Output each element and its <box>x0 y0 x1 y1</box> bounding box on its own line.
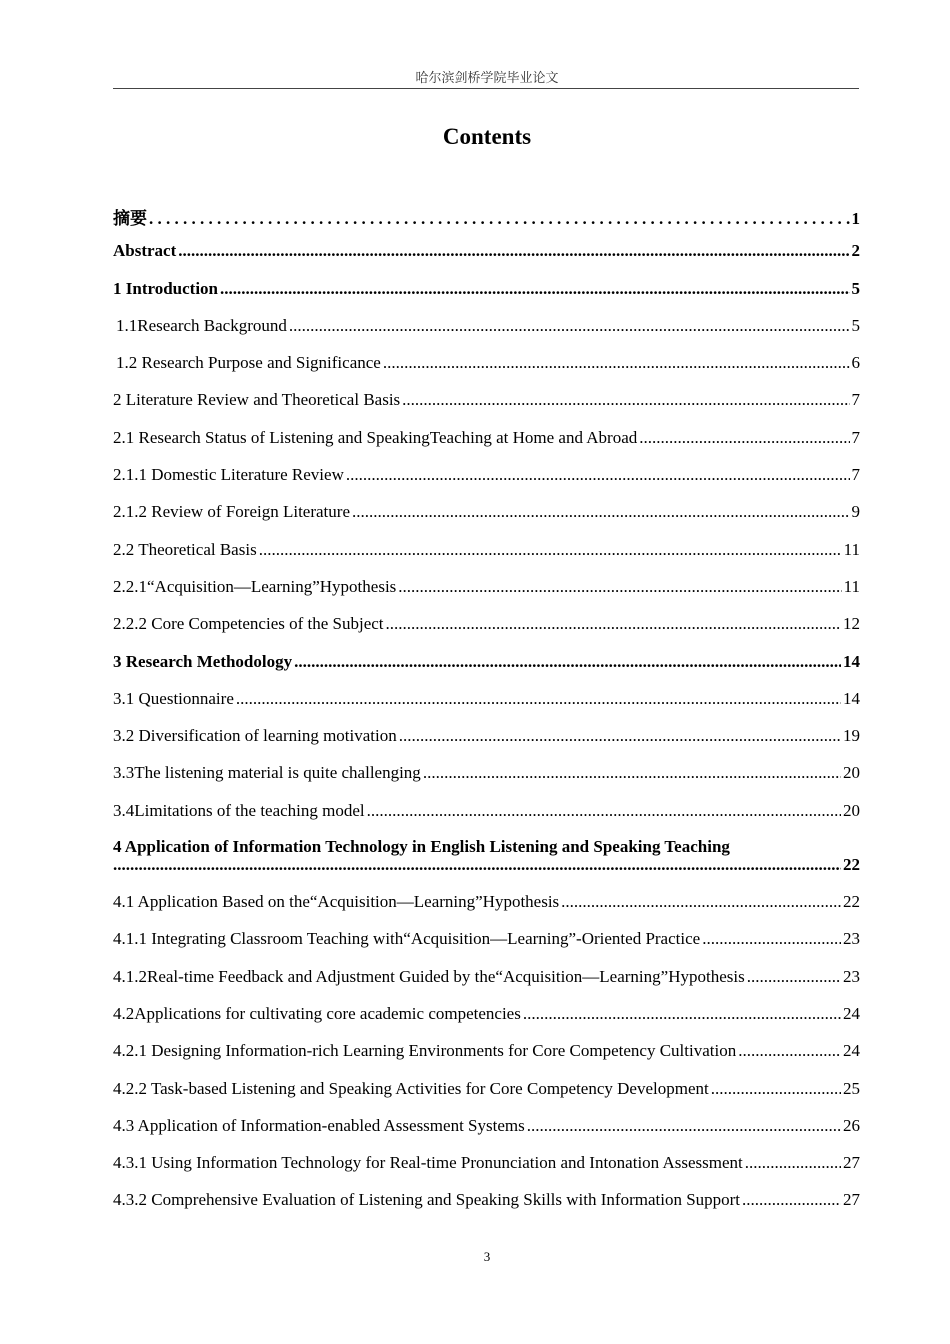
toc-entry-page: 14 <box>843 688 860 708</box>
toc-entry-page: 19 <box>843 726 860 746</box>
dot-leader <box>423 763 841 783</box>
toc-entry-label: 2.2.1“Acquisition—Learning”Hypothesis <box>113 576 397 596</box>
toc-entry-1-1[interactable] <box>113 316 860 353</box>
dot-leader <box>523 1004 841 1024</box>
dot-leader <box>745 1153 841 1173</box>
toc-entry-label: 1.1Research Background <box>116 315 287 335</box>
toc-entry-page: 12 <box>843 614 860 634</box>
toc-entry-label: 2 Literature Review and Theoretical Basis <box>113 390 401 410</box>
toc-entry-2-2-1[interactable] <box>113 577 860 614</box>
dot-leader <box>747 967 841 987</box>
toc-entry-page: 11 <box>843 576 860 596</box>
toc-entry-4-2-2[interactable] <box>113 1079 860 1116</box>
toc-entry-page: 20 <box>843 763 860 783</box>
toc-entry-chapter-1[interactable] <box>113 279 860 316</box>
toc-entry-4-1-2[interactable] <box>113 967 860 1004</box>
dot-leader <box>236 689 841 709</box>
dot-leader <box>149 209 850 229</box>
toc-entry-label: 4.2Applications for cultivating core academic competencies <box>113 1003 521 1023</box>
toc-entry-label: 4.3 Application of Information-enabled Assessment Systems <box>113 1115 525 1135</box>
dot-leader <box>527 1116 841 1136</box>
toc-entry-3-4[interactable] <box>113 801 860 838</box>
toc-entry-page: 23 <box>843 966 860 986</box>
page-title: Contents <box>442 124 532 149</box>
dot-leader <box>399 726 841 746</box>
toc-entry-label: 2.1.1 Domestic Literature Review <box>113 465 344 485</box>
toc-entry-2-1-1[interactable] <box>113 465 860 502</box>
dot-leader <box>711 1079 841 1099</box>
dot-leader <box>220 279 849 299</box>
toc-entry-page: 26 <box>843 1115 860 1135</box>
toc-entry-label: 4.1.1 Integrating Classroom Teaching with“Acquisition—Learning”-Oriented Practice <box>113 929 701 949</box>
toc-entry-page: 6 <box>851 353 860 373</box>
toc-entry-4-3[interactable] <box>113 1116 860 1153</box>
dot-leader <box>402 390 849 410</box>
toc-entry-label: 3.2 Diversification of learning motivation <box>113 726 397 746</box>
toc-entry-label: 4.2.2 Task-based Listening and Speaking Activities for Core Competency Development <box>113 1078 709 1098</box>
toc-entry-page: 24 <box>843 1003 860 1023</box>
header-text: 哈尔滨剑桥学院毕业论文 <box>415 70 559 85</box>
toc-entry-label: 3.1 Questionnaire <box>113 688 234 708</box>
toc-entry-page: 27 <box>843 1190 860 1210</box>
table-of-contents <box>113 204 860 1228</box>
toc-entry-4-2[interactable] <box>113 1004 860 1041</box>
dot-leader <box>113 856 841 874</box>
toc-entry-abstract[interactable] <box>113 241 860 278</box>
toc-entry-page: 2 <box>851 241 860 261</box>
toc-entry-label: 4.3.1 Using Information Technology for Real-time Pronunciation and Intonation Assessment <box>113 1153 743 1173</box>
toc-entry-4-1-1[interactable] <box>113 929 860 966</box>
toc-entry-chapter-2[interactable] <box>113 390 860 427</box>
dot-leader <box>386 614 841 634</box>
dot-leader <box>346 465 850 485</box>
toc-entry-page: 9 <box>851 502 860 522</box>
toc-entry-4-1[interactable] <box>113 892 860 929</box>
toc-entry-page: 5 <box>851 278 860 298</box>
toc-entry-page: 7 <box>851 390 860 410</box>
toc-entry-4-3-1[interactable] <box>113 1153 860 1190</box>
header-divider <box>113 88 859 89</box>
dot-leader <box>639 428 849 448</box>
toc-entry-3-2[interactable] <box>113 726 860 763</box>
toc-entry-page: 23 <box>843 929 860 949</box>
dot-leader <box>178 241 849 261</box>
toc-entry-3-3[interactable] <box>113 763 860 800</box>
toc-entry-label: 2.1.2 Review of Foreign Literature <box>113 502 350 522</box>
toc-entry-label: Abstract <box>113 241 177 261</box>
dot-leader <box>294 652 841 672</box>
toc-entry-page: 7 <box>851 465 860 485</box>
toc-entry-label: 2.2 Theoretical Basis <box>113 539 257 559</box>
toc-entry-label: 3 Research Methodology <box>113 651 293 671</box>
toc-entry-label: 4.1.2Real-time Feedback and Adjustment Guided by the“Acquisition—Learning”Hypothesis <box>113 966 745 986</box>
toc-entry-label: 2.1 Research Status of Listening and SpeakingTeaching at Home and Abroad <box>113 427 638 447</box>
dot-leader <box>383 353 850 373</box>
toc-entry-label: 4 Application of Information Technology in English Listening and Speaking Teaching <box>113 837 730 857</box>
toc-entry-2-1[interactable] <box>113 428 860 465</box>
toc-entry-label: 2.2.2 Core Competencies of the Subject <box>113 614 384 634</box>
toc-entry-4-2-1[interactable] <box>113 1041 860 1078</box>
dot-leader <box>738 1041 841 1061</box>
toc-entry-label: 4.1 Application Based on the“Acquisition—Learning”Hypothesis <box>113 892 560 912</box>
dot-leader <box>367 801 841 821</box>
toc-entry-4-3-2[interactable] <box>113 1190 860 1227</box>
dot-leader <box>398 577 841 597</box>
toc-entry-2-2-2[interactable] <box>113 614 860 651</box>
toc-entry-page: 27 <box>843 1153 860 1173</box>
toc-entry-page: 22 <box>843 855 860 875</box>
toc-entry-page: 14 <box>843 651 860 671</box>
toc-entry-page: 1 <box>851 209 860 228</box>
dot-leader <box>289 316 850 336</box>
toc-entry-label: 1.2 Research Purpose and Significance <box>116 353 381 373</box>
toc-entry-chapter-4[interactable] <box>113 838 860 892</box>
dot-leader <box>702 929 841 949</box>
toc-entry-2-1-2[interactable] <box>113 502 860 539</box>
toc-entry-label: 3.3The listening material is quite challenging <box>113 763 421 783</box>
dot-leader <box>259 540 842 560</box>
toc-entry-page: 11 <box>843 539 860 559</box>
dot-leader <box>561 892 841 912</box>
toc-entry-label: 4.3.2 Comprehensive Evaluation of Listening and Speaking Skills with Information Support <box>113 1190 741 1210</box>
dot-leader <box>352 502 850 522</box>
toc-entry-label: 4.2.1 Designing Information-rich Learning Environments for Core Competency Cultivation <box>113 1041 737 1061</box>
toc-entry-2-2[interactable] <box>113 540 860 577</box>
page-number: 3 <box>483 1249 491 1264</box>
toc-entry-label: 1 Introduction <box>113 278 219 298</box>
toc-entry-page: 25 <box>843 1078 860 1098</box>
dot-leader <box>742 1190 841 1210</box>
toc-entry-page: 20 <box>843 800 860 820</box>
toc-entry-1-2[interactable] <box>113 353 860 390</box>
toc-entry-abstract-cn[interactable] <box>113 204 860 241</box>
toc-entry-page: 22 <box>843 892 860 912</box>
toc-entry-page: 24 <box>843 1041 860 1061</box>
toc-entry-3-1[interactable] <box>113 689 860 726</box>
toc-entry-label: 3.4Limitations of the teaching model <box>113 800 365 820</box>
toc-entry-label: 摘要 <box>113 209 147 228</box>
toc-entry-page: 5 <box>851 315 860 335</box>
toc-entry-chapter-3[interactable] <box>113 652 860 689</box>
toc-entry-page: 7 <box>851 427 860 447</box>
